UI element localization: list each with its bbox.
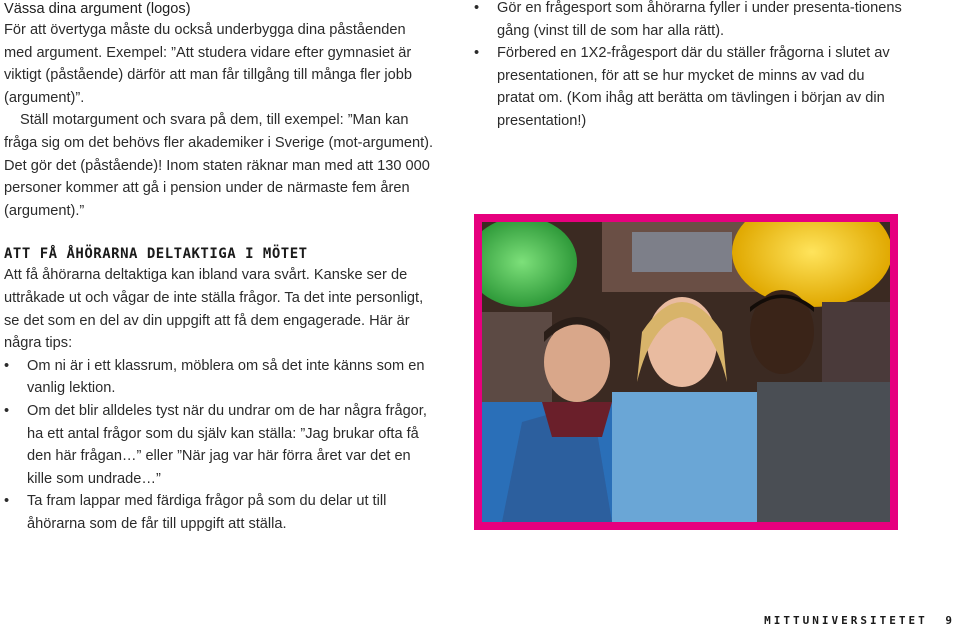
photo-frame: [474, 214, 898, 530]
counterargument-paragraph: Ställ motargument och svara på dem, till exempel: ”Man kan fråga sig om det behövs fler akademiker i Sverige (mot-argument). Det gör det (påstående)! Inom staten räknar man med att 130 000 personer kommer att gå i pension under de närmaste fem åren (argument).”: [4, 112, 434, 219]
bullet-icon: •: [4, 357, 10, 374]
list-item: • Gör en frågesport som åhörarna fyller i under presenta-tionens gång (vinst till de som har alla rätt).: [474, 0, 904, 42]
right-column: [474, 0, 904, 133]
logos-heading: Vässa dina argument (logos): [4, 1, 191, 17]
bullet-icon: •: [4, 493, 10, 510]
list-item: • Om ni är i ett klassrum, möblera om så det inte känns som en vanlig lektion.: [4, 355, 434, 400]
left-column: [4, 0, 434, 535]
list-item: • Om det blir alldeles tyst när du undrar om de har några frågor, ha ett antal frågor som du själv kan ställa: ”Jag brukar ofta få den här frågan…” eller ”När jag var här förra året var det en kille som undrade…”: [4, 400, 434, 490]
students-photo: [482, 222, 890, 522]
students-illustration: [482, 222, 890, 522]
page-footer: [764, 614, 955, 627]
logos-paragraph: För att övertyga måste du också underbygga dina påståenden med argument. Exempel: ”Att studera vidare efter gymnasiet är viktigt (påstående) därför att man får tillgång till många fler jobb (argument)”.: [4, 22, 413, 106]
quiz-tips-list: [474, 0, 904, 133]
tips-list: [4, 355, 434, 536]
page-number: 9: [945, 614, 955, 627]
bullet-icon: •: [4, 402, 10, 419]
list-item: • Ta fram lappar med färdiga frågor på som du delar ut till åhörarna som de får till uppgift att ställa.: [4, 490, 434, 535]
bullet-icon: •: [474, 45, 480, 62]
engagement-paragraph: Att få åhörarna deltaktiga kan ibland vara svårt. Kanske ser de uttråkade ut och vågar de inte ställa frågor. Ta det inte personligt, se det som en del av din uppgift att få dem engagerade. Här är några tips:: [4, 267, 424, 352]
section-title-engagement: ATT FÅ ÅHÖRARNA DELTAKTIGA I MÖTET: [4, 246, 308, 263]
list-item: • Förbered en 1X2-frågesport där du ställer frågorna i slutet av presentationen, för att se hur mycket de minns av vad du pratat om. (Kom ihåg att berätta om tävlingen i början av din presentation!): [474, 42, 904, 132]
footer-brand: MITTUNIVERSITETET: [764, 614, 928, 627]
bullet-icon: •: [474, 0, 480, 16]
